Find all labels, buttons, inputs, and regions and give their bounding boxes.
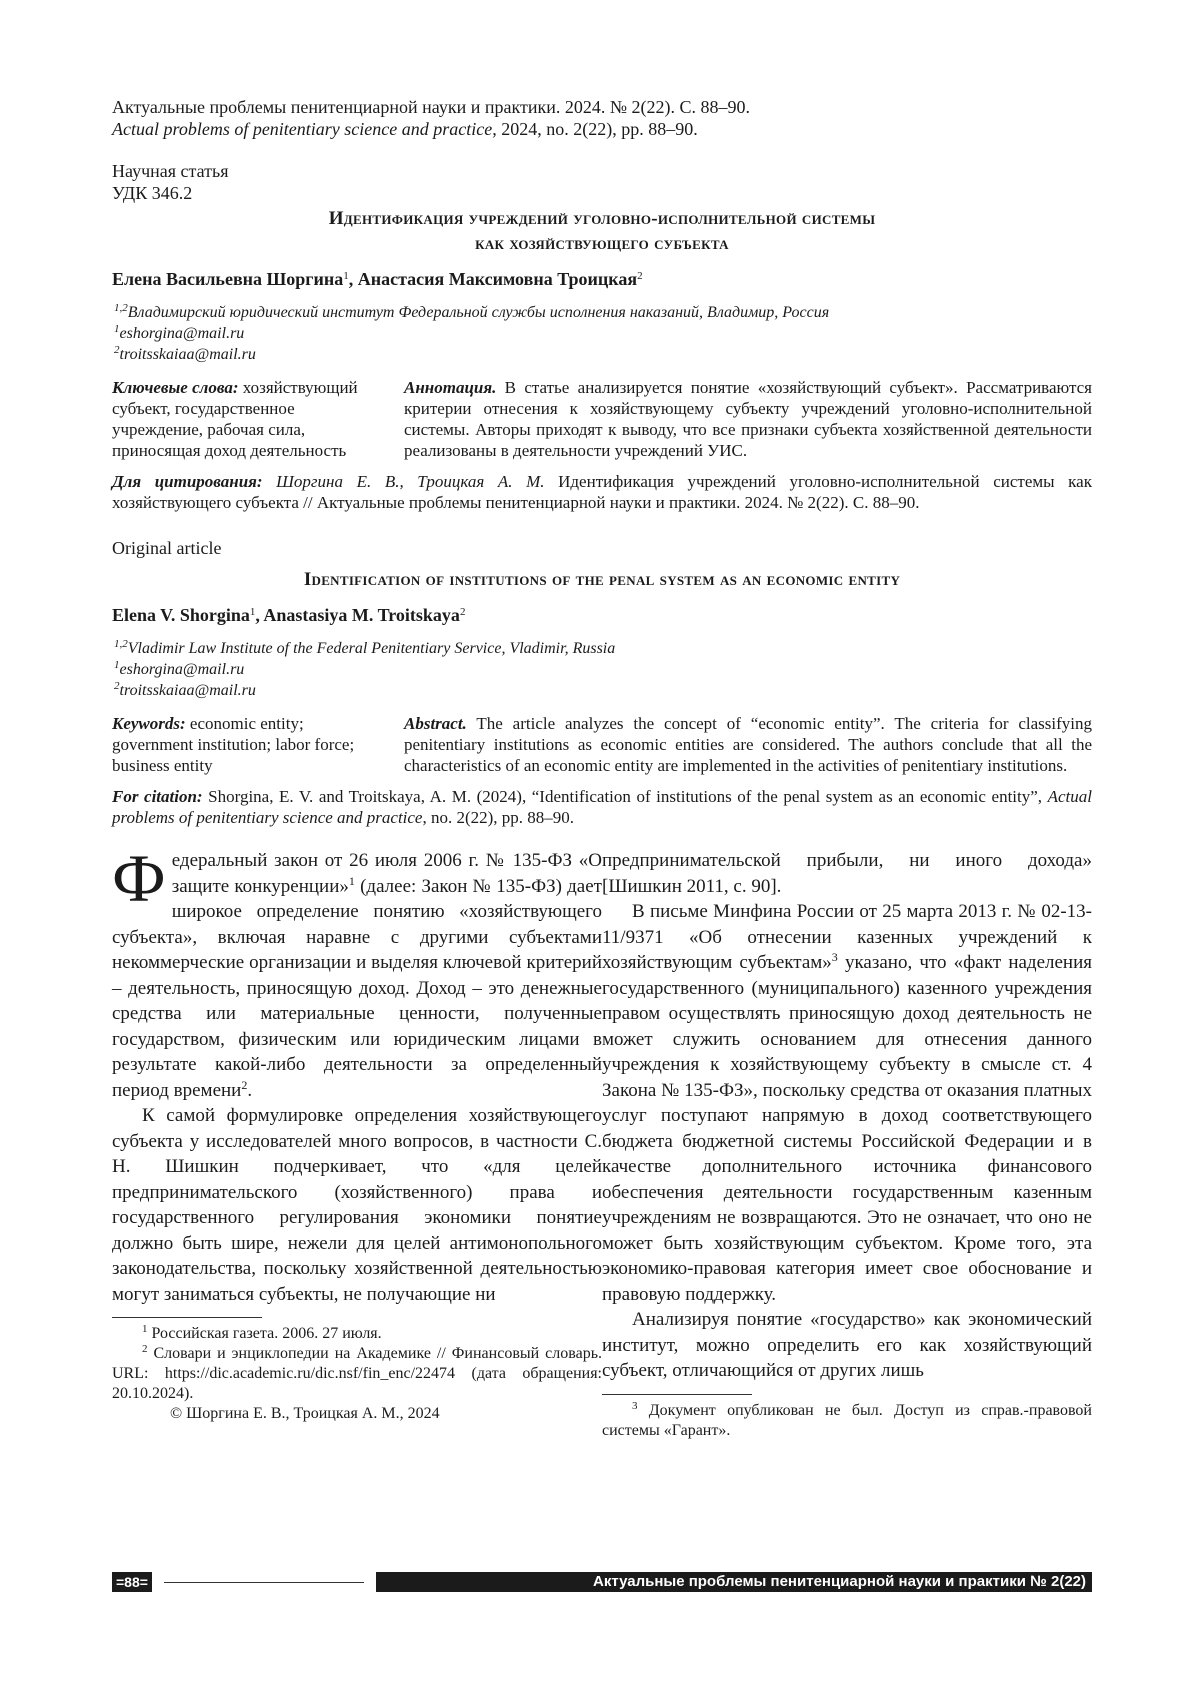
body-paragraph: К самой формулировке определения хозяйствующего субъекта у исследователей много вопросов, в частности С. Н. Шишкин подчеркивает, что «для целей предпринимательского (хозяйственного) права и государственного регулирования экономики понятие должно быть шире, нежели для целей антимонопольного законодательства, поскольку хозяйственной деятельностью могут заниматься субъекты, не получающие ни [112, 1105, 602, 1305]
ru-authors: Елена Васильевна Шоргина$^1$, Анастасия Максимовна Троицкая$^2$ [112, 269, 643, 289]
footnote-ref-2[interactable]: 2 [241, 1077, 248, 1092]
ru-article-type: Научная статья [112, 161, 229, 181]
en-abstract-label: Abstract. [404, 714, 467, 733]
ru-abstract-text: В статье анализируется понятие «хозяйствующий субъект». Рассматриваются критерии отнесения к хозяйствующему субъекту учреждений уголовно-исполнительной системы. Авторы приходят к выводу, что все признаки субъекта хозяйственной деятельности реализованы в деятельности учреждений УИС. [404, 378, 1092, 460]
ru-article-meta [112, 160, 1092, 204]
page-footer [112, 1572, 1092, 1592]
en-keywords-label: Keywords: [112, 714, 186, 733]
ru-email1[interactable]: eshorgina@mail.ru [119, 325, 245, 342]
body-paragraph: предпринимательской прибыли, ни иного дохода» [Шишкин 2011, с. 90]. [602, 850, 1092, 897]
ru-keywords [112, 377, 404, 461]
ru-citation [112, 471, 1092, 513]
ru-citation-authors: Шоргина Е. В., Троицкая А. М. [262, 472, 545, 491]
en-citation [112, 786, 1092, 828]
en-citation-pre: Shorgina, E. V. and Troitskaya, A. M. (2024), “Identification of institutions of the penal system as an economic entity”, [202, 787, 1048, 806]
ru-keywords-text: хозяйствующий субъект, государственное учреждение, рабочая сила, приносящая доход деятельность [112, 378, 358, 460]
body-paragraph: В письме Минфина России от 25 марта 2013 г. № 02-13-11/9371 «Об отнесении казенных учреждений к хозяйствующим субъектам»$^3$ указано, что «факт наделения государственного (муниципального) казенного учреждения правом осуществлять приносящую доход деятельность не может служить основанием для отнесения данного учреждения к хозяйствующему субъекту в смысле ст. 4 Закона № 135-ФЗ», поскольку средства от оказания платных услуг поступают напрямую в доход соответствующего бюджета бюджетной системы Российской Федерации и в качестве дополнительного источника финансового обеспечения деятельности государственным казенным учреждениям не возвращаются. Это не означает, что оно не может быть хозяйствующим субъектом. Кроме того, эта экономико-правовая категория имеет свое обоснование и правовую поддержку. [602, 901, 1093, 1305]
footnote-1: $^1$ Российская газета. 2006. 27 июля. [142, 1323, 382, 1342]
en-keywords-abstract [112, 713, 1092, 776]
ru-citation-label: Для цитирования: [112, 472, 263, 491]
drop-cap: Ф [112, 840, 166, 916]
en-affiliation: Vladimir Law Institute of the Federal Penitentiary Service, Vladimir, Russia [127, 640, 616, 657]
ru-email2[interactable]: troitsskaiaa@mail.ru [119, 346, 256, 363]
ru-keywords-label: Ключевые слова: [112, 378, 239, 397]
en-keywords-text: economic entity; government institution; labor force; business entity [112, 714, 355, 775]
footnote-3: $^3$ Документ опубликован не был. Доступ из справ.-правовой системы «Гарант». [602, 1399, 1092, 1439]
ru-affiliations: $^{1,2}$Владимирский юридический институт Федеральной службы исполнения наказаний, Владимир, Россия $^1$eshorgina@mail.ru $^2$troitsskaiaa@mail.ru [114, 302, 830, 363]
body-paragraph: Анализируя понятие «государство» как экономический институт, можно определить его как хозяйствующий субъект, отличающийся от других лишь [602, 1309, 1092, 1381]
en-keywords [112, 713, 404, 776]
en-affiliations: $^{1,2}$Vladimir Law Institute of the Federal Penitentiary Service, Vladimir, Russia $^1$eshorgina@mail.ru $^2$troitsskaiaa@mail.ru [114, 638, 616, 699]
en-citation-post: , no. 2(22), pp. 88–90. [422, 808, 575, 827]
ru-journal-reference: Актуальные проблемы пенитенциарной науки и практики. 2024. № 2(22). С. 88–90. [112, 97, 751, 117]
ru-author1: Елена Васильевна Шоргина [112, 269, 344, 289]
en-authors: Elena V. Shorgina$^1$, Anastasiya M. Troitskaya$^2$ [112, 605, 466, 625]
ru-citation-text: Идентификация учреждений уголовно-исполнительной системы как хозяйствующего субъекта // Актуальные проблемы пенитенциарной науки и практики. 2024. № 2(22). С. 88–90. [112, 472, 1092, 512]
en-email2[interactable]: troitsskaiaa@mail.ru [119, 682, 256, 699]
journal-header [112, 96, 1092, 140]
body-paragraph: Федеральный закон от 26 июля 2006 г. № 135-ФЗ «О защите конкуренции»$^1$ (далее: Закон № 135-ФЗ) дает широкое определение понятию «хозяйствующего субъекта», включая наравне с другими субъектами некоммерческие организации и выделяя ключевой критерий – деятельность, приносящую доход. Доход – это денежные средства или материальные ценности, полученные государством, физическим или юридическим лицами в результате какой-либо деятельности за определенный период времени$^2$. [112, 840, 602, 1101]
ru-article-title [112, 206, 1092, 256]
en-article-title: Identification of institutions of the penal system as an economic entity [303, 569, 901, 590]
en-author2: Anastasiya M. Troitskaya [263, 605, 460, 625]
body-column-right [602, 848, 1092, 1441]
footnote-divider [112, 1317, 262, 1318]
footer-rule [164, 1582, 364, 1583]
ru-title-line1: Идентификация учреждений уголовно-исполнительной системы [328, 208, 876, 229]
footnote-divider [602, 1394, 752, 1395]
en-article-type: Original article [112, 538, 222, 558]
en-journal-issue: 2024, no. 2(22), pp. 88–90. [496, 119, 698, 139]
en-author1: Elena V. Shorgina [112, 605, 250, 625]
ru-author2: Анастасия Максимовна Троицкая [357, 269, 638, 289]
en-citation-journal: Actual problems of penitentiary science and practice [112, 787, 1092, 827]
footnote-ref-1[interactable]: 1 [348, 873, 355, 888]
udc-code: УДК 346.2 [112, 183, 193, 203]
ru-title-line2: как хозяйствующего субъекта [475, 233, 729, 254]
footnote-2: $^2$ Словари и энциклопедии на Академике // Финансовый словарь. URL: https://dic.academic.ru/dic.nsf/fin_enc/22474 (дата обращения: 20.10.2024). [112, 1343, 602, 1402]
footer-journal-title: Актуальные проблемы пенитенциарной науки и практики № 2(22) [376, 1572, 1092, 1592]
footnote-ref-3[interactable]: 3 [831, 950, 838, 964]
ru-abstract [404, 377, 1092, 461]
en-journal-name: Actual problems of penitentiary science and practice, [112, 119, 497, 139]
copyright-notice: © Шоргина Е. В., Троицкая А. М., 2024 [170, 1405, 440, 1422]
en-citation-label: For citation: [112, 787, 203, 806]
en-abstract-text: The article analyzes the concept of “economic entity”. The criteria for classifying penitentiary institutions as economic entities are considered. The authors conclude that all the characteristics of an economic entity are implemented in the activities of penitentiary institutions. [404, 714, 1092, 775]
ru-abstract-label: Аннотация. [404, 378, 497, 397]
en-journal-reference [112, 118, 1092, 140]
en-abstract [404, 713, 1092, 776]
article-body [112, 840, 1093, 1441]
body-column-left [112, 840, 602, 1441]
page-number: =88= [112, 1572, 152, 1592]
en-email1[interactable]: eshorgina@mail.ru [119, 661, 245, 678]
ru-affiliation: Владимирский юридический институт Федеральной службы исполнения наказаний, Владимир, Россия [127, 304, 830, 321]
ru-keywords-abstract [112, 377, 1092, 461]
